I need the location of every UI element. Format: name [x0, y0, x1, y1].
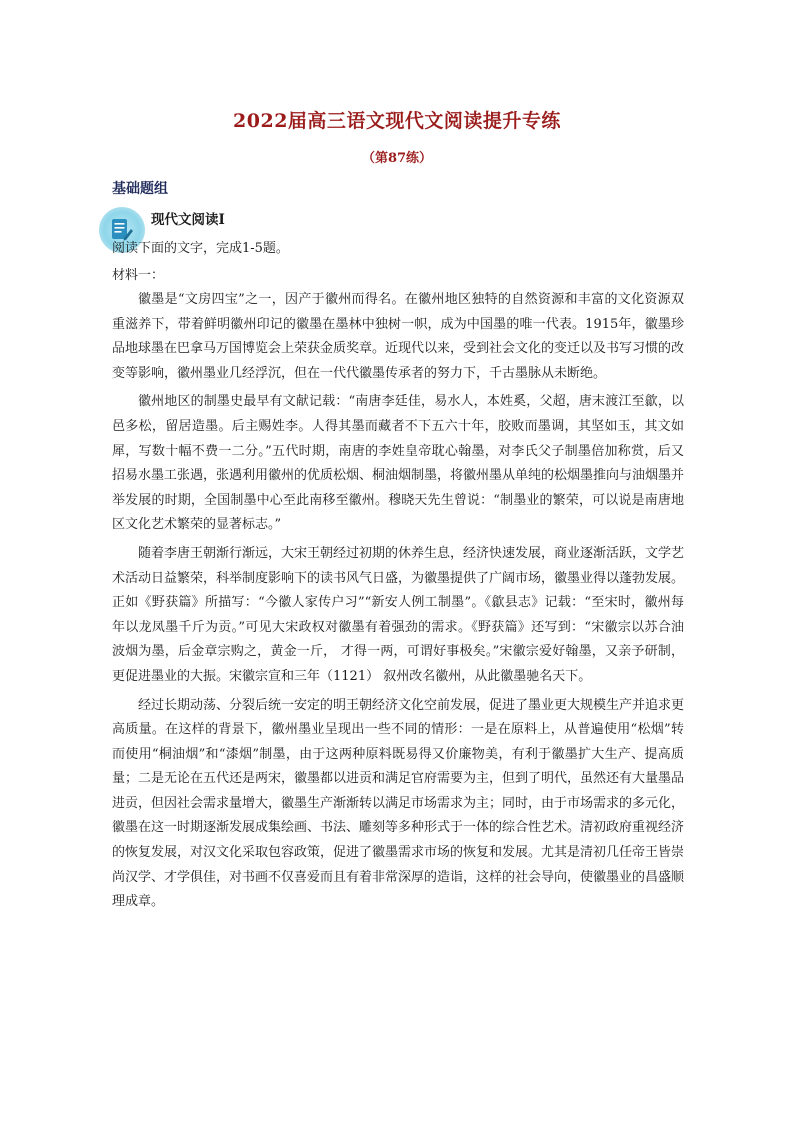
material-label: 材料一：: [112, 268, 165, 283]
paragraph-2: 徽州地区的制墨史最早有文献记载：“南唐李廷佳，易水人，本姓奚，父超，唐末渡江至歙，以邑多松，留居造墨。后主赐姓李。人得其墨而藏者不下五六十年，胶败而墨调，其坚如玉，其文如犀，写数十幅不费一二分。”五代时期，南唐的李姓皇帝耽心翰墨，对李氏父子制墨倍加称赏，后又招易水墨工张遇，张遇利用徽州的优质松烟、桐油烟制墨，将徽州墨从单纯的松烟墨推向与油烟墨并举发展的时期，全国制墨中心至此南移至徽州。穆晓天先生曾说：“制墨业的繁荣，可以说是南唐地区文化艺术繁荣的显著标志。”: [112, 394, 685, 533]
instruction-text: 阅读下面的文字，完成1-5题。: [112, 241, 289, 256]
paragraph-1: 徽墨是“文房四宝”之一，因产于徽州而得名。在徽州地区独特的自然资源和丰富的文化资源双重滋养下，带着鲜明徽州印记的徽墨在墨林中独树一帜，成为中国墨的唯一代表。1915年，徽墨珍品地球墨在巴拿马万国博览会上荣获金质奖章。近现代以来，受到社会文化的变迁以及书写习惯的改变等影响，徽州墨业几经浮沉，但在一代代徽墨传承者的努力下，千古墨脉从未断绝。: [112, 292, 685, 381]
document-title: 2022届高三语文现代文阅读提升专练: [233, 110, 561, 132]
paragraph-4: 经过长期动荡、分裂后统一安定的明王朝经济文化空前发展，促进了墨业更大规模生产并追求更高质量。在这样的背景下，徽州墨业呈现出一些不同的情形：一是在原料上，从普遍使用“松烟”转而使用“桐油烟”和“漆烟”制墨，由于这两种原料既易得又价廉物美，有利于徽墨扩大生产、提高质量；二是无论在五代还是两宋，徽墨都以进贡和满足官府需要为主，但到了明代，虽然还有大量墨品进贡，但因社会需求量增大，徽墨生产渐渐转以满足市场需求为主；同时，由于市场需求的多元化，徽墨在这一时期逐渐发展成集绘画、书法、雕刻等多种形式于一体的综合性艺术。清初政府重视经济的恢复发展，对汉文化采取包容政策，促进了徽墨需求市场的恢复和发展。尤其是清初几任帝王皆崇尚汉学、才学俱佳，对书画不仅喜爱而且有着非常深厚的造诣，这样的社会导向，使徽墨业的昌盛顺理成章。: [112, 697, 685, 910]
section-label: 基础题组: [112, 181, 168, 197]
document-subtitle: （第87练）: [361, 151, 433, 166]
article-body: [112, 288, 684, 919]
paragraph-3: 随着李唐王朝渐行渐远，大宋王朝经过初期的休养生息，经济快速发展，商业逐渐活跃，文学艺术活动日益繁荣，科举制度影响下的读书风气日盛，为徽墨提供了广阔市场，徽墨业得以蓬勃发展。正如《野获篇》所描写：“今徽人家传户习”“新安人例工制墨”。《歙县志》记载：“至宋时，徽州每年以龙凤墨千斤为贡。”可见大宋政权对徽墨有着强劲的需求。《野获篇》还写到：“宋徽宗以苏合油波烟为墨，后金章宗购之，黄金一斤， 才得一两，可谓好事极矣。”宋徽宗爱好翰墨，又亲予研制，更促进墨业的大振。宋徽宗宣和三年（1121） 叙州改名徽州，从此徽墨驰名天下。: [112, 545, 685, 684]
reading-title: 现代文阅读Ⅰ: [151, 212, 225, 228]
